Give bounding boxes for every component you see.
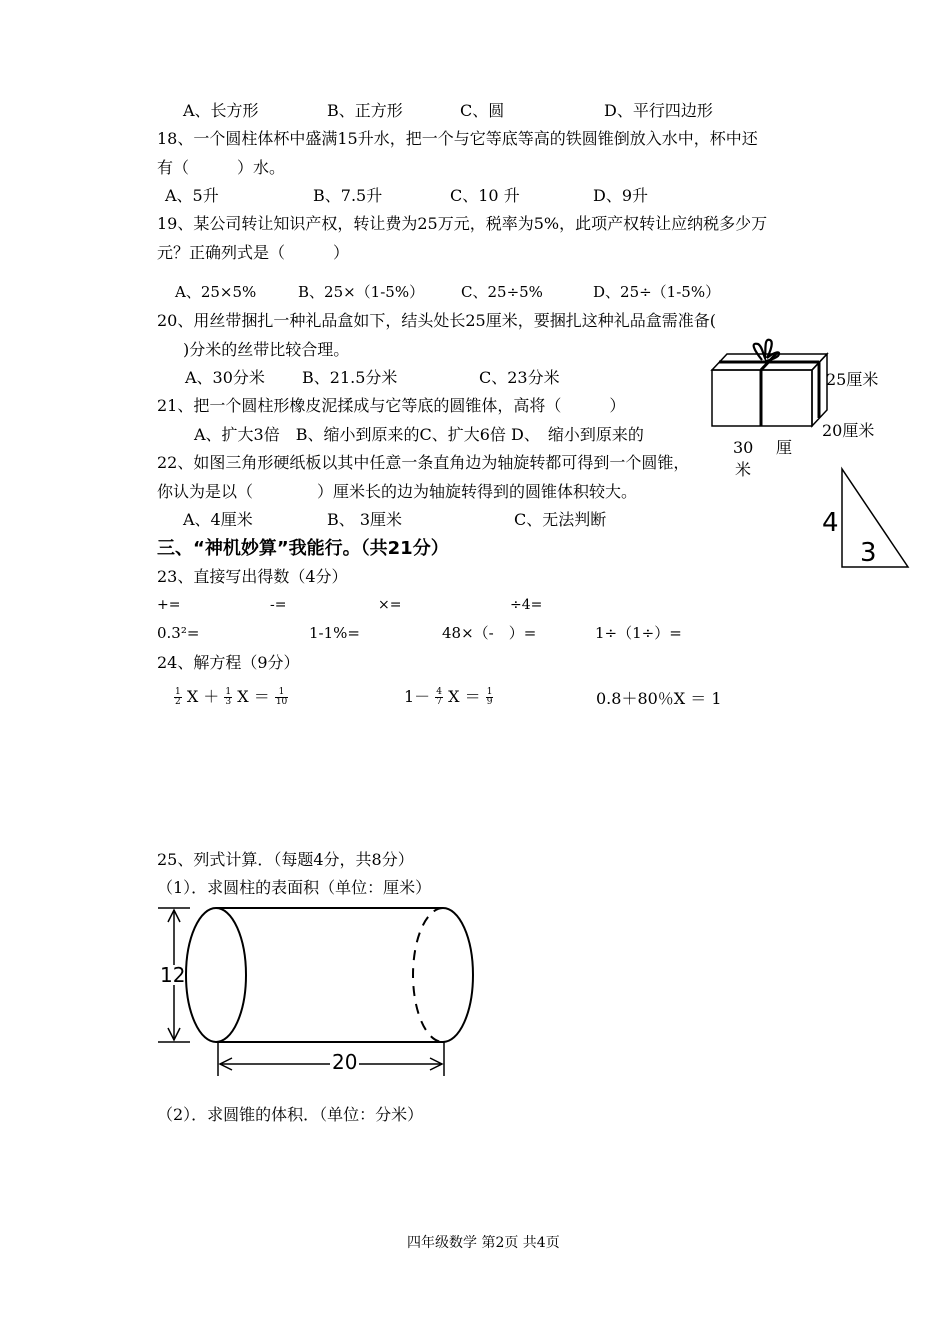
equation-text: X ＋: [186, 687, 220, 706]
cylinder-figure: [150, 898, 490, 1083]
equation-text: X ＝: [237, 687, 270, 706]
page-footer: 四年级数学 第2页 共4页: [407, 1235, 560, 1251]
q17-option-d: D、平行四边形: [604, 101, 713, 120]
cylinder-length-label: 20: [332, 1050, 358, 1074]
q17-option-a: A、长方形: [183, 101, 259, 120]
fraction: $\frac{1}{10}$: [275, 687, 288, 707]
gift-box-length-unit1: 厘: [776, 438, 793, 457]
q20-text-line1: 20、用丝带捆扎一种礼品盒如下，结头处长25厘米，要捆扎这种礼品盒需准备(: [157, 311, 716, 330]
gift-box-length-unit2: 米: [735, 460, 752, 479]
q19-option-d: D、25÷（1-5%）: [593, 283, 721, 301]
q21-options: A、扩大3倍 B、缩小到原来的C、扩大6倍 D、 缩小到原来的: [194, 425, 644, 444]
q24-equation-2: [404, 684, 493, 707]
q19-text-line1: 19、某公司转让知识产权，转让费为25万元，税率为5%，此项产权转让应纳税多少万: [157, 214, 768, 233]
q23-item-5: 0.3²=: [157, 624, 200, 642]
q18-option-d: D、9升: [593, 186, 649, 205]
q21-text-line1: 21、把一个圆柱形橡皮泥揉成与它等底的圆锥体，高将（ ）: [157, 396, 626, 415]
q23-title: 23、直接写出得数（4分）: [157, 567, 348, 586]
gift-box-figure: [700, 330, 830, 440]
q17-option-c: C、圆: [460, 101, 505, 120]
q23-item-7: 48×（- ）=: [442, 624, 537, 642]
cylinder-height-label: 12: [160, 963, 186, 987]
gift-box-length-number: 30: [733, 438, 754, 457]
q22-text-line1: 22、如图三角形硬纸板以其中任意一条直角边为轴旋转都可得到一个圆锥，: [157, 453, 690, 472]
q20-option-c: C、23分米: [479, 368, 560, 387]
q23-item-4: ÷4=: [510, 597, 543, 613]
triangle-horizontal-side-label: 3: [860, 538, 877, 568]
q24-equation-3: 0.8＋80％X ＝ 1: [596, 689, 722, 708]
q18-text-line1: 18、一个圆柱体杯中盛满15升水，把一个与它等底等高的铁圆锥倒放入水中，杯中还: [157, 129, 758, 148]
q18-text-line2: 有（ ）水。: [157, 158, 286, 177]
triangle-vertical-side-label: 4: [822, 508, 839, 538]
equation-text: 1－: [404, 687, 431, 706]
q23-item-3: ×=: [378, 597, 402, 613]
q19-option-b: B、25×（1-5%）: [298, 283, 425, 301]
q20-option-a: A、30分米: [185, 368, 265, 387]
q23-item-1: +=: [157, 597, 181, 613]
q17-option-b: B、正方形: [327, 101, 403, 120]
q19-text-line2: 元？正确列式是（ ）: [157, 243, 350, 262]
q24-title: 24、解方程（9分）: [157, 653, 300, 672]
q20-option-b: B、21.5分米: [302, 368, 398, 387]
q18-option-a: A、5升: [165, 186, 219, 205]
q19-option-c: C、25÷5%: [461, 283, 543, 301]
fraction: $\frac{1}{9}$: [486, 687, 493, 707]
section-3-heading: 三、“神机妙算”我能行。（共21分）: [157, 538, 449, 559]
q18-option-b: B、7.5升: [313, 186, 383, 205]
fraction: $\frac{4}{7}$: [436, 687, 443, 707]
q24-equation-1: [174, 684, 288, 707]
q23-item-8: 1÷（1÷）=: [595, 624, 682, 642]
q25-part-2: （2）．求圆锥的体积．（单位：分米）: [157, 1105, 424, 1124]
q25-title: 25、列式计算．（每题4分，共8分）: [157, 850, 414, 869]
q22-text-line2: 你认为是以（ ）厘米长的边为轴旋转得到的圆锥体积较大。: [157, 482, 638, 501]
q22-option-a: A、4厘米: [183, 510, 253, 529]
fraction: $\frac{1}{2}$: [175, 687, 181, 707]
q22-option-c: C、无法判断: [514, 510, 607, 529]
q23-item-2: -=: [270, 597, 287, 613]
q25-part-1: （1）．求圆柱的表面积（单位：厘米）: [157, 878, 432, 897]
gift-box-height-label: 25厘米: [826, 370, 879, 389]
q22-option-b: B、 3厘米: [327, 510, 403, 529]
equation-text: X ＝: [448, 687, 481, 706]
fraction: $\frac{1}{3}$: [225, 687, 232, 707]
gift-box-width-label: 20厘米: [822, 421, 875, 440]
q20-text-line2: )分米的丝带比较合理。: [183, 340, 350, 359]
q23-item-6: 1-1%=: [309, 624, 360, 642]
q19-option-a: A、25×5%: [175, 283, 257, 301]
q18-option-c: C、10 升: [450, 186, 520, 205]
